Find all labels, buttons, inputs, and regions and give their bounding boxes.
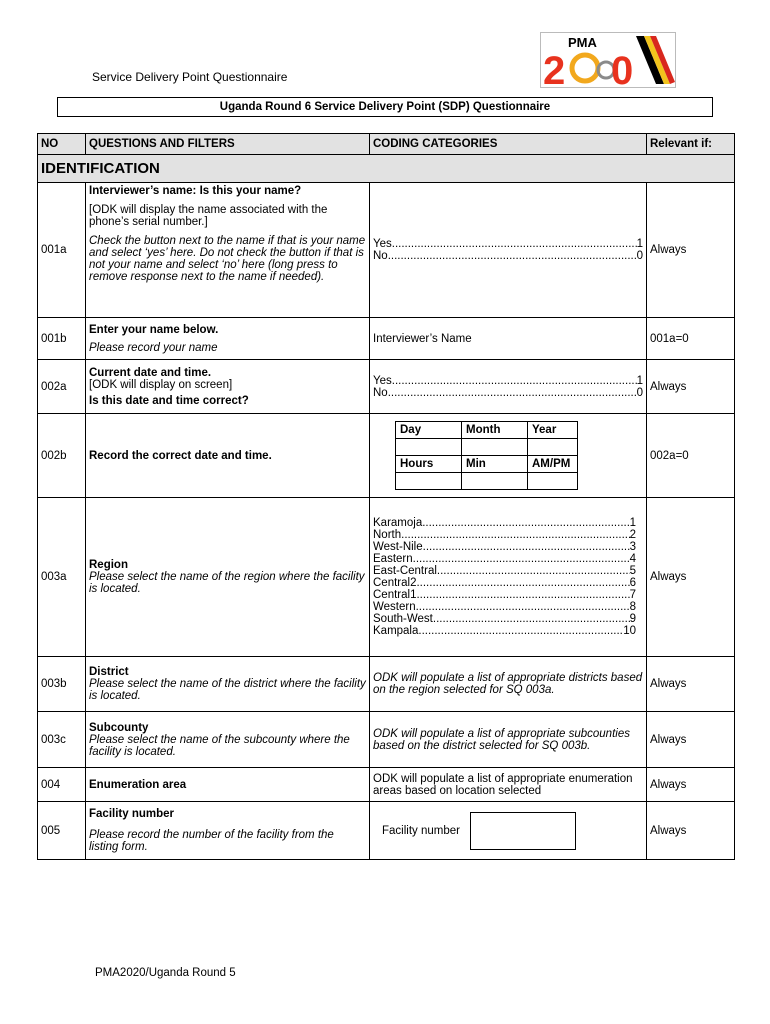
option-code: 0 [636, 386, 643, 399]
question-instruction: Please select the name of the subcounty where the facility is located. [89, 733, 350, 758]
coding-option [373, 250, 643, 262]
region-option [373, 553, 636, 565]
question-cell [86, 802, 370, 860]
table-row [38, 498, 735, 657]
option-code: 1 [636, 374, 643, 387]
page-footer: PMA2020/Uganda Round 5 [95, 967, 236, 979]
option-code: 9 [629, 613, 636, 625]
hours-field[interactable] [396, 473, 462, 490]
region-option [373, 589, 636, 601]
min-label: Min [462, 456, 528, 473]
section-row [38, 155, 735, 183]
relevant-cell: Always [647, 712, 735, 768]
region-option [373, 565, 636, 577]
question-instruction: Please select the name of the region where the facility is located. [89, 571, 365, 595]
coding-cell [370, 360, 647, 414]
question-text: Enter your name below. [89, 323, 219, 336]
option-label: No [373, 250, 388, 262]
coding-cell: ODK will populate a list of appropriate subcounties based on the district selected for SQ 003b. [370, 712, 647, 768]
question-number: 004 [38, 768, 86, 802]
question-number: 005 [38, 802, 86, 860]
table-header-row [38, 134, 735, 155]
option-code: 0 [636, 250, 643, 262]
coding-option [373, 238, 643, 250]
option-code: 1 [629, 517, 636, 529]
region-option [373, 625, 636, 637]
min-field[interactable] [462, 473, 528, 490]
question-cell [86, 318, 370, 360]
relevant-cell: Always [647, 657, 735, 712]
day-label: Day [396, 422, 462, 439]
option-code: 6 [629, 577, 636, 589]
document-title: Uganda Round 6 Service Delivery Point (SDP) Questionnaire [57, 97, 713, 117]
option-label: Yes [373, 238, 392, 250]
option-label: Yes [373, 374, 392, 387]
question-cell [86, 414, 370, 498]
question-number: 002a [38, 360, 86, 414]
option-label: Western [373, 601, 416, 613]
option-code: 4 [629, 553, 636, 565]
region-option [373, 601, 636, 613]
coding-cell [370, 183, 647, 318]
table-row [38, 768, 735, 802]
table-row [38, 183, 735, 318]
relevant-cell: Always [647, 768, 735, 802]
option-label: South-West [373, 613, 433, 625]
question-text: Enumeration area [89, 778, 187, 791]
region-option [373, 529, 636, 541]
relevant-cell: 002a=0 [647, 414, 735, 498]
hours-label: Hours [396, 456, 462, 473]
facility-number-label: Facility number [382, 824, 460, 837]
ampm-label: AM/PM [528, 456, 578, 473]
question-number: 003b [38, 657, 86, 712]
month-label: Month [462, 422, 528, 439]
question-instruction: [ODK will display the name associated with the phone’s serial number.] [89, 204, 328, 228]
question-text: Facility number [89, 808, 174, 820]
question-instruction: Please record the number of the facility from the listing form. [89, 829, 334, 853]
coding-cell [370, 498, 647, 657]
coding-cell: Interviewer’s Name [370, 318, 647, 360]
option-label: Central2 [373, 577, 417, 589]
table-row [38, 802, 735, 860]
question-text: Record the correct date and time. [89, 449, 272, 462]
table-row [38, 712, 735, 768]
date-time-grid [395, 421, 578, 490]
question-cell [86, 712, 370, 768]
region-option-list [373, 517, 636, 637]
option-code: 3 [629, 541, 636, 553]
question-text: Region [89, 559, 128, 571]
option-code: 8 [629, 601, 636, 613]
option-label: Kampala [373, 625, 419, 637]
question-cell [86, 360, 370, 414]
option-code: 7 [629, 589, 636, 601]
svg-text:PMA: PMA [568, 35, 597, 50]
relevant-cell: Always [647, 802, 735, 860]
region-option [373, 517, 636, 529]
col-header-coding: CODING CATEGORIES [370, 134, 647, 155]
year-label: Year [528, 422, 578, 439]
question-number: 001b [38, 318, 86, 360]
pma2020-logo [540, 32, 676, 88]
option-label: West-Nile [373, 541, 423, 553]
question-instruction: Please select the name of the district where the facility is located. [89, 678, 366, 702]
relevant-cell: Always [647, 360, 735, 414]
col-header-no: NO [38, 134, 86, 155]
svg-text:0: 0 [611, 49, 634, 88]
question-text: District [89, 666, 129, 678]
option-label: Karamoja [373, 517, 423, 529]
year-field[interactable] [528, 439, 578, 456]
option-label: No [373, 386, 388, 399]
question-text: Current date and time. [89, 366, 212, 379]
question-number: 003a [38, 498, 86, 657]
question-number: 001a [38, 183, 86, 318]
question-text: Interviewer’s name: Is this your name? [89, 185, 302, 197]
option-label: East-Central [373, 565, 437, 577]
option-label: Central1 [373, 589, 417, 601]
relevant-cell: Always [647, 498, 735, 657]
document-header: Service Delivery Point Questionnaire [92, 70, 288, 84]
col-header-relevant: Relevant if: [647, 134, 735, 155]
question-cell [86, 498, 370, 657]
question-cell [86, 183, 370, 318]
questionnaire-table [37, 133, 735, 860]
table-row [38, 657, 735, 712]
question-number: 003c [38, 712, 86, 768]
table-row [38, 318, 735, 360]
ampm-field[interactable] [528, 473, 578, 490]
coding-cell [370, 802, 647, 860]
option-label: Eastern [373, 553, 413, 565]
option-label: North [373, 529, 402, 541]
coding-cell: ODK will populate a list of appropriate enumeration areas based on location selected [370, 768, 647, 802]
coding-cell [370, 414, 647, 498]
table-row [38, 414, 735, 498]
relevant-cell: 001a=0 [647, 318, 735, 360]
col-header-questions: QUESTIONS AND FILTERS [86, 134, 370, 155]
coding-option [373, 375, 643, 387]
section-title: IDENTIFICATION [38, 155, 735, 183]
region-option [373, 577, 636, 589]
coding-option [373, 387, 643, 399]
question-text: Subcounty [89, 721, 149, 734]
region-option [373, 613, 636, 625]
question-number: 002b [38, 414, 86, 498]
option-code: 10 [623, 625, 636, 637]
question-text: Is this date and time correct? [89, 394, 249, 407]
facility-number-field[interactable] [470, 812, 576, 850]
relevant-cell: Always [647, 183, 735, 318]
day-field[interactable] [396, 439, 462, 456]
question-instruction: Please record your name [89, 341, 218, 354]
question-cell [86, 657, 370, 712]
svg-text:2: 2 [543, 49, 566, 88]
option-code: 1 [636, 238, 643, 250]
month-field[interactable] [462, 439, 528, 456]
coding-cell: ODK will populate a list of appropriate districts based on the region selected for SQ 003a. [370, 657, 647, 712]
option-code: 2 [629, 529, 636, 541]
region-option [373, 541, 636, 553]
table-row [38, 360, 735, 414]
question-cell [86, 768, 370, 802]
question-instruction: Check the button next to the name if that is your name and select ‘yes’ here. Do not check the button if that is not your name and select ‘no’ here (long press to remove response next to the name if needed). [89, 235, 366, 283]
question-instruction: [ODK will display on screen] [89, 378, 233, 391]
option-code: 5 [629, 565, 636, 577]
